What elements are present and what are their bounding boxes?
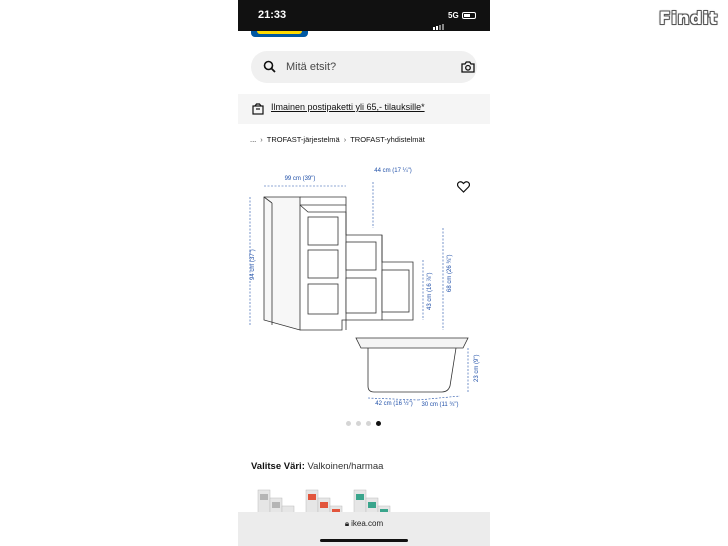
url-display[interactable]: [238, 519, 490, 529]
carousel-dot[interactable]: [366, 421, 371, 426]
breadcrumb-item-trofast-combinations[interactable]: TROFAST-yhdistelmät: [350, 135, 425, 144]
status-time: 21:33: [258, 9, 287, 21]
dim-box-depth-label: 30 cm (11 ¾"): [421, 402, 459, 408]
dim-mid-height-label: 43 cm (16 ⅞"): [427, 272, 433, 310]
carousel-dot-active[interactable]: [376, 421, 381, 426]
url-domain: ikea.com: [351, 519, 384, 528]
search-icon: [263, 60, 276, 73]
banner-text[interactable]: Ilmainen postipaketti yli 65,- tilauksille*: [271, 102, 425, 112]
network-type: 5G: [448, 11, 459, 20]
chevron-right-icon: ›: [343, 135, 347, 144]
favorite-heart-icon[interactable]: [457, 181, 470, 193]
ikea-logo[interactable]: [251, 31, 308, 37]
carousel-dots[interactable]: [346, 421, 386, 427]
color-selector-heading: [251, 461, 383, 472]
parcel-icon: [252, 103, 264, 115]
dim-height-label: 94 cm (37"): [250, 249, 256, 280]
battery-icon: [462, 12, 476, 19]
dim-step-height-label: 68 cm (26 ¾"): [447, 254, 453, 292]
chevron-right-icon: ›: [260, 135, 263, 144]
dim-box-height-label: 23 cm (9"): [474, 354, 480, 382]
browser-url-bar[interactable]: [238, 512, 490, 546]
search-bar[interactable]: [251, 51, 477, 83]
camera-search-icon[interactable]: [461, 61, 475, 73]
breadcrumb: [250, 135, 425, 144]
carousel-dot[interactable]: [346, 421, 351, 426]
shipping-banner[interactable]: [238, 94, 490, 124]
carousel-dot[interactable]: [356, 421, 361, 426]
dim-box-width-label: 42 cm (16 ½"): [375, 401, 413, 407]
dim-width-label: 99 cm (39"): [284, 176, 316, 182]
product-dimension-drawing[interactable]: [238, 160, 490, 415]
color-value: Valkoinen/harmaa: [307, 461, 384, 472]
color-label: Valitse Väri:: [251, 461, 305, 472]
search-input[interactable]: [286, 51, 436, 83]
findit-watermark: Findit: [659, 9, 718, 29]
dim-depth-label: 44 cm (17 ¼"): [374, 168, 412, 174]
status-bar: [238, 0, 490, 31]
home-indicator[interactable]: [320, 539, 408, 542]
breadcrumb-item-trofast-system[interactable]: TROFAST-järjestelmä: [266, 135, 340, 144]
lock-icon: 🔒︎: [344, 519, 350, 528]
phone-screen: [238, 0, 490, 546]
breadcrumb-ellipsis[interactable]: ...: [250, 135, 257, 144]
signal-icon: [433, 12, 445, 30]
